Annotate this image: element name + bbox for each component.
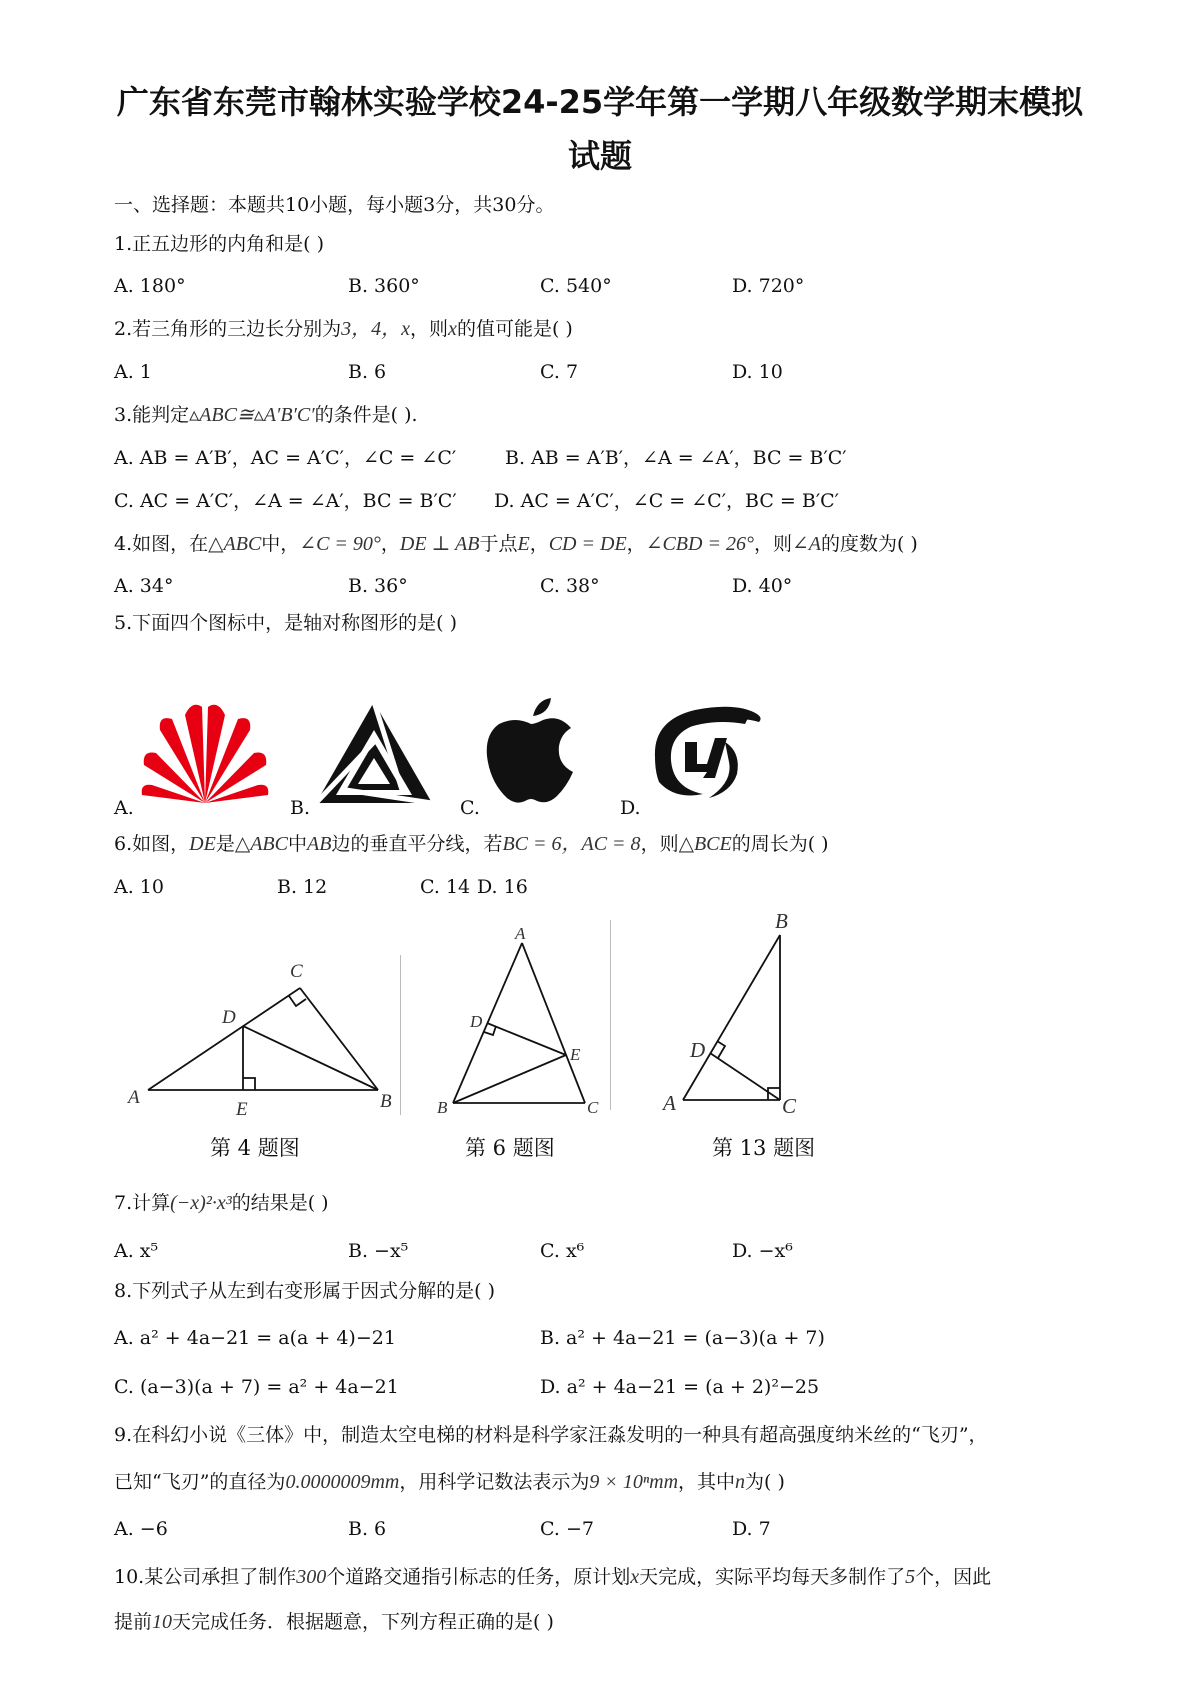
q4-cond-4: CD = DE (548, 533, 627, 555)
q10-var-x: x (630, 1566, 640, 1588)
fig13-label-b: B (775, 910, 788, 933)
fig6-caption: 第 6 题图 (465, 1136, 555, 1160)
q1-option-c: C. 540° (540, 275, 612, 297)
q10-text-6: 天完成任务．根据题意，下列方程正确的是( ) (172, 1611, 554, 1633)
fig13-label-d: D (690, 1038, 706, 1062)
q8-option-d: D. a² + 4a−21 = (a + 2)²−25 (540, 1376, 820, 1398)
q10-stem-line1 (114, 1564, 991, 1590)
q9-option-c: C. −7 (540, 1518, 594, 1540)
q4-cond-1: ∠C = 90° (299, 533, 381, 555)
q3-option-c: C. AC = A′C′，∠A = ∠A′，BC = B′C′ (114, 490, 457, 512)
q6-text-2: 是 (215, 833, 235, 855)
q7-option-c: C. x⁶ (540, 1240, 585, 1262)
fig6-label-c: C (587, 1098, 599, 1117)
q6-text-3: 中 (287, 833, 307, 855)
q9-text-1: 已知“飞刃”的直径为 (114, 1471, 286, 1493)
fig4-label-a: A (128, 1087, 140, 1108)
q2-text-mid: ，则 (410, 318, 449, 340)
q3-stem (114, 402, 418, 428)
q6-text-1: 6.如图， (114, 833, 190, 855)
q2-sides: 3，4，x (341, 318, 411, 340)
fan-logo-icon (140, 695, 270, 805)
q3-option-d: D. AC = A′C′，∠C = ∠C′，BC = B′C′ (494, 490, 839, 512)
q6-cond-2: △ABC (234, 833, 288, 855)
q6-option-a: A. 10 (114, 876, 164, 898)
q4-text-3: ， (380, 533, 400, 555)
q4-text-1: 4.如图，在 (114, 533, 209, 555)
q10-count: 300 (296, 1566, 327, 1588)
q7-text-post: 的结果是( ) (231, 1192, 329, 1214)
figure-q6 (425, 925, 610, 1120)
q3-option-a: A. AB = A′B′，AC = A′C′，∠C = ∠C′ (114, 447, 457, 469)
q7-stem (114, 1190, 329, 1216)
q4-text-6: ， (626, 533, 646, 555)
q10-text-5: 提前 (114, 1611, 153, 1633)
figure-q4 (120, 945, 400, 1120)
q4-stem (114, 531, 918, 557)
q2-text-post: 的值可能是( ) (456, 318, 573, 340)
figure-divider-1 (400, 955, 401, 1115)
circle-logo-icon (645, 702, 765, 802)
q7-option-b: B. −x⁵ (348, 1240, 409, 1262)
q2-option-d: D. 10 (732, 361, 783, 383)
q6-option-c: C. 14 (420, 876, 471, 898)
page-title-line1: 广东省东莞市翰林实验学校24-25学年第一学期八年级数学期末模拟 (116, 83, 1084, 121)
q7-text-pre: 7.计算 (114, 1192, 171, 1214)
q6-option-d: D. 16 (477, 876, 528, 898)
q9-option-a: A. −6 (114, 1518, 168, 1540)
q6-cond-4: BC = 6，AC = 8 (502, 833, 641, 855)
q2-option-c: C. 7 (540, 361, 579, 383)
q9-stem-line2 (114, 1469, 785, 1495)
q5-option-a: A. (114, 797, 134, 819)
q10-text-2: 个道路交通指引标志的任务，原计划 (326, 1566, 631, 1588)
q2-option-a: A. 1 (114, 361, 152, 383)
q4-text-4: 于点 (479, 533, 518, 555)
q9-var-n: n (735, 1471, 746, 1493)
q9-option-b: B. 6 (348, 1518, 387, 1540)
fig6-label-e: E (570, 1045, 581, 1064)
q1-option-d: D. 720° (732, 275, 805, 297)
q4-cond-3: E (517, 533, 530, 555)
q9-stem-line1: 9.在科幻小说《三体》中，制造太空电梯的材料是科学家汪淼发明的一种具有超高强度纳米丝的“飞刃”， (114, 1424, 988, 1446)
q8-option-b: B. a² + 4a−21 = (a−3)(a + 7) (540, 1327, 825, 1349)
triangle-logo-icon (314, 700, 434, 805)
q3-text-pre: 3.能判定 (114, 404, 190, 426)
fig13-label-a: A (663, 1091, 676, 1115)
section-heading: 一、选择题：本题共10小题，每小题3分，共30分。 (114, 194, 555, 216)
q5-option-c: C. (460, 797, 480, 819)
q4-option-d: D. 40° (732, 575, 793, 597)
q9-option-d: D. 7 (732, 1518, 771, 1540)
fig6-label-a: A (515, 925, 526, 943)
q7-expression: (−x)²·x³ (170, 1192, 232, 1214)
q10-stem-line2 (114, 1609, 554, 1635)
figure-q13 (655, 910, 835, 1120)
q2-text-pre: 2.若三角形的三边长分别为 (114, 318, 342, 340)
fig4-label-c: C (290, 961, 303, 982)
q4-cond-6: ∠A (791, 533, 821, 555)
fig13-label-c: C (782, 1094, 797, 1118)
fig13-caption: 第 13 题图 (712, 1136, 816, 1160)
q9-text-4: 为( ) (745, 1471, 785, 1493)
q4-text-7: ，则 (753, 533, 792, 555)
q8-option-c: C. (a−3)(a + 7) = a² + 4a−21 (114, 1376, 399, 1398)
q4-option-c: C. 38° (540, 575, 600, 597)
q4-option-b: B. 36° (348, 575, 408, 597)
fig4-label-d: D (222, 1007, 236, 1028)
q4-text-8: 的度数为( ) (820, 533, 918, 555)
q5-option-d: D. (620, 797, 641, 819)
q3-option-b: B. AB = A′B′，∠A = ∠A′，BC = B′C′ (505, 447, 847, 469)
q10-text-1: 10.某公司承担了制作 (114, 1566, 297, 1588)
q8-option-a: A. a² + 4a−21 = a(a + 4)−21 (114, 1327, 396, 1349)
q6-cond-5: △BCE (678, 833, 732, 855)
q10-days: 10 (152, 1611, 173, 1633)
q8-stem: 8.下列式子从左到右变形属于因式分解的是( ) (114, 1280, 495, 1302)
q2-var: x (448, 318, 457, 340)
q9-scientific: 9 × 10ⁿmm (589, 1471, 679, 1493)
q4-triangle: △ABC (208, 533, 262, 555)
q1-option-a: A. 180° (114, 275, 186, 297)
q1-option-b: B. 360° (348, 275, 420, 297)
q6-cond-3: AB (307, 833, 332, 855)
q1-stem: 1.正五边形的内角和是( ) (114, 233, 324, 255)
q6-stem (114, 831, 829, 857)
fig4-label-b: B (380, 1091, 392, 1112)
q10-text-4: 个，因此 (915, 1566, 992, 1588)
q4-text-2: 中， (261, 533, 300, 555)
q9-text-2: ，用科学记数法表示为 (399, 1471, 590, 1493)
fig4-caption: 第 4 题图 (210, 1136, 300, 1160)
q6-option-b: B. 12 (277, 876, 328, 898)
q9-text-3: ，其中 (678, 1471, 736, 1493)
q6-text-4: 边的垂直平分线，若 (331, 833, 503, 855)
q9-diameter: 0.0000009mm (285, 1471, 400, 1493)
q3-congruence: ▵ABC≅▵A′B′C′ (189, 404, 315, 426)
q5-option-b: B. (290, 797, 311, 819)
q4-text-5: ， (529, 533, 549, 555)
q6-text-6: 的周长为( ) (731, 833, 829, 855)
q6-cond-1: DE (189, 833, 216, 855)
q7-option-a: A. x⁵ (114, 1240, 159, 1262)
q4-option-a: A. 34° (114, 575, 174, 597)
q6-text-5: ，则 (640, 833, 679, 855)
apple-logo-icon (485, 698, 577, 804)
figure-divider-2 (610, 920, 611, 1110)
q3-text-post: 的条件是( ). (314, 404, 418, 426)
page-title-line2: 试题 (567, 137, 632, 175)
q4-cond-2: DE ⊥ AB (399, 533, 480, 555)
fig6-label-d: D (470, 1012, 483, 1031)
q2-stem (114, 316, 573, 342)
fig4-label-e: E (236, 1099, 248, 1120)
q5-stem: 5.下面四个图标中，是轴对称图形的是( ) (114, 612, 457, 634)
q10-text-3: 天完成，实际平均每天多制作了 (639, 1566, 906, 1588)
q10-extra: 5 (905, 1566, 916, 1588)
q4-cond-5: ∠CBD = 26° (645, 533, 754, 555)
q7-option-d: D. −x⁶ (732, 1240, 793, 1262)
q2-option-b: B. 6 (348, 361, 387, 383)
fig6-label-b: B (437, 1098, 448, 1117)
